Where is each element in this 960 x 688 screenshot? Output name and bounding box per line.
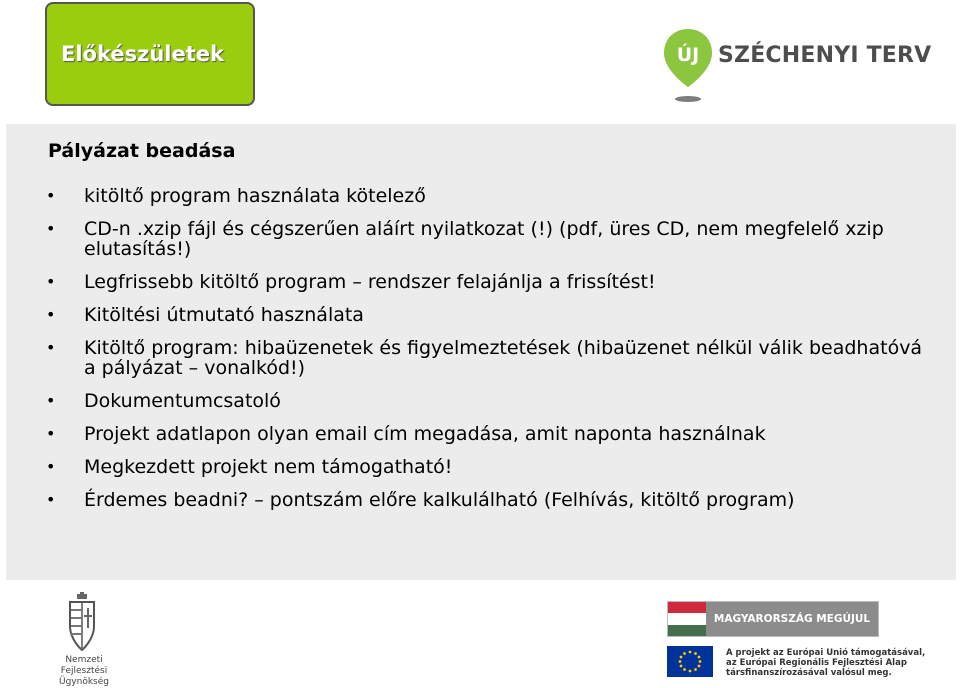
coat-of-arms-icon [62,592,102,654]
list-item-text: Projekt adatlapon olyan email cím megadása, amit naponta használnak [84,423,766,445]
banner-text: MAGYARORSZÁG MEGÚJUL [706,602,878,636]
hungarian-flag-icon [668,602,706,636]
list-item: • Legfrissebb kitöltő program – rendszer felajánlja a frissítést! [46,271,656,293]
slide-title: Előkészületek [61,42,224,66]
list-item: • kitöltő program használata kötelező [46,185,426,207]
eu-flag-icon [667,646,713,677]
list-item-text: CD-n .xzip fájl és cégszerűen aláírt nyilatkozat (!) (pdf, üres CD, nem megfelelő xzip elutasítás!) [84,218,884,260]
slide-title-box [45,2,255,106]
agency-name-line2: Fejlesztési Ügynökség [59,666,109,687]
brand-name: SZÉCHENYI TERV [718,43,932,68]
section-heading: Pályázat beadása [48,140,236,162]
magyarorszag-megujul-banner [667,601,879,637]
eu-text-line3: társfinanszírozásával valósul meg. [726,668,892,678]
list-item-text: Kitöltési útmutató használata [84,304,364,326]
eu-text-line2: az Európai Regionális Fejlesztési Alap [726,658,907,668]
list-item-text: Érdemes beadni? – pontszám előre kalkulálható (Felhívás, kitöltő program) [84,489,795,511]
agency-name-line1: Nemzeti [65,655,103,665]
list-item-text: Legfrissebb kitöltő program – rendszer felajánlja a frissítést! [84,271,656,293]
list-item: • Megkezdett projekt nem támogatható! [46,456,453,478]
list-item: • Kitöltési útmutató használata [46,304,364,326]
eu-funding-notice [726,648,925,678]
list-item: • CD-n .xzip fájl és cégszerűen aláírt nyilatkozat (!) (pdf, üres CD, nem megfelelő xzip elutasítás!) [46,218,884,260]
pin-text: ÚJ [676,44,700,66]
list-item-text: Dokumentumcsatoló [84,390,281,412]
szechenyi-terv-logo [662,27,931,105]
list-item-text: Kitöltő program: hibaüzenetek és figyelmeztetések (hibaüzenet nélkül válik beadhatóvá a pályázat – vonalkód!) [84,337,923,379]
map-pin-icon [662,27,714,105]
list-item: • Kitöltő program: hibaüzenetek és figyelmeztetések (hibaüzenet nélkül válik beadhatóvá a pályázat – vonalkód!) [46,337,923,379]
bullet-list [46,186,926,523]
list-item-text: kitöltő program használata kötelező [84,185,426,207]
agency-name [38,655,130,688]
list-item: • Dokumentumcsatoló [46,390,281,412]
list-item: • Érdemes beadni? – pontszám előre kalkulálható (Felhívás, kitöltő program) [46,489,795,511]
content-panel [6,124,956,580]
nfu-logo [38,592,128,687]
eu-text-line1: A projekt az Európai Unió támogatásával, [726,648,926,658]
list-item-text: Megkezdett projekt nem támogatható! [84,456,453,478]
list-item: • Projekt adatlapon olyan email cím megadása, amit naponta használnak [46,423,766,445]
